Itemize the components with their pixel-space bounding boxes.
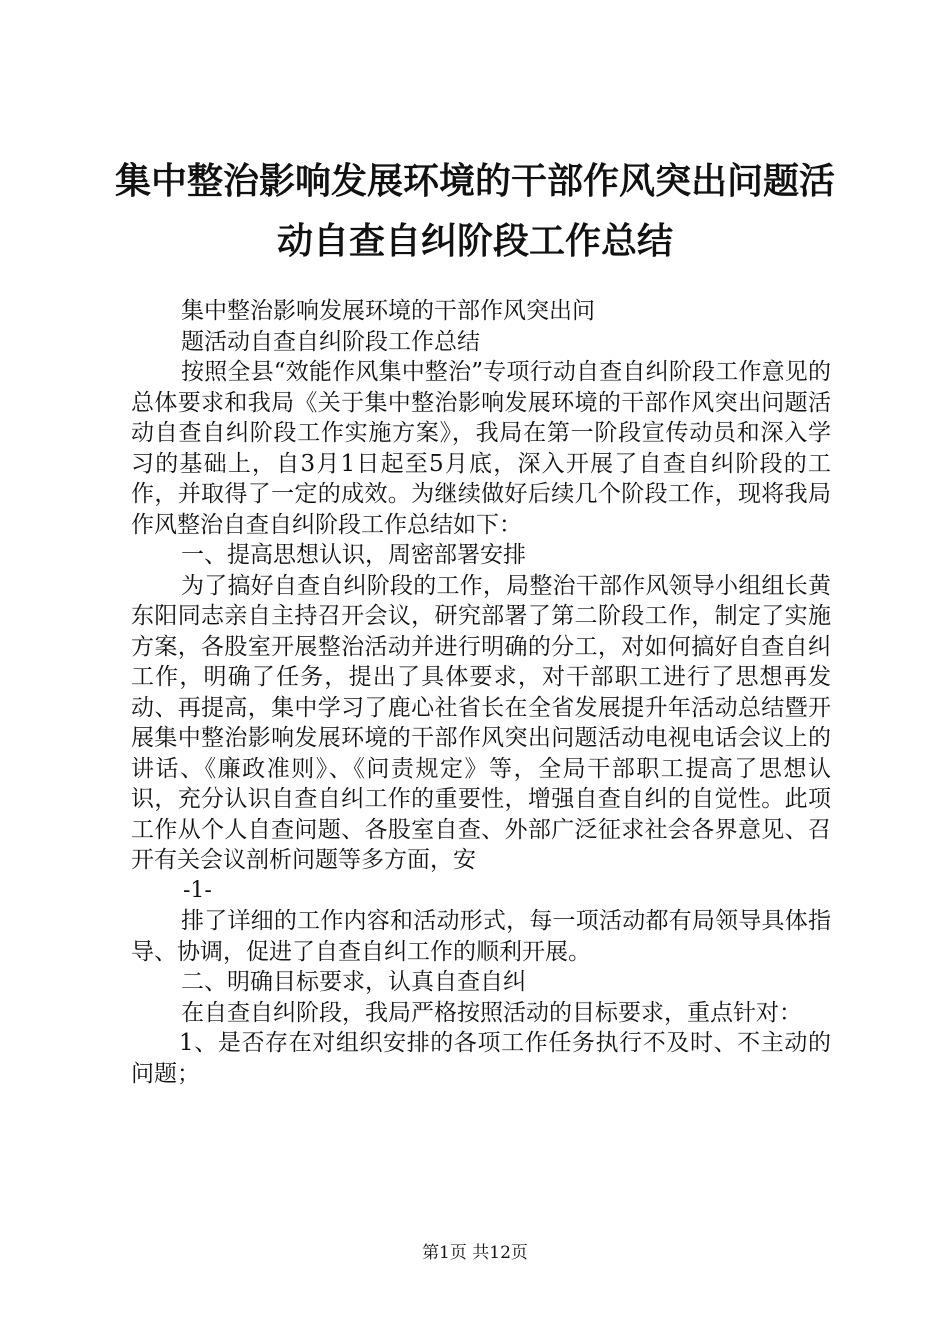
list-item-1: 1、是否存在对组织安排的各项工作任务执行不及时、不主动的问题； (131, 1030, 831, 1087)
section-heading-1: 一、提高思想认识，周密部署安排 (181, 542, 526, 568)
subtitle-line-2: 题活动自查自纠阶段工作总结 (181, 328, 480, 355)
section-2-paragraph: 在自查自纠阶段，我局严格按照活动的目标要求，重点针对： (181, 999, 802, 1026)
section-1-paragraph: 为了搞好自查自纠阶段的工作，局整治干部作风领导小组组长黄东阳同志亲自主持召开会议，研究部署了第二阶段工作，制定了实施方案，各股室开展整治活动并进行明确的分工，对如何搞好自查自纠工作，明确了任务，提出了具体要求，对干部职工进行了思想再发动、再提高，集中学习了鹿心社省长在全省发展提升年活动总结暨开展集中整治影响发展环境的干部作风突出问题活动电视电话会议上的讲话、《廉政准则》、《问责规定》等，全局干部职工提高了思想认识，充分认识自查自纠工作的重要性，增强自查自纠的自觉性。此项工作从个人自查问题、各股室自查、外部广泛征求社会各界意见、召开有关会议剖析问题等多方面，安 (131, 572, 831, 873)
intro-paragraph: 按照全县“效能作风集中整治”专项行动自查自纠阶段工作意见的总体要求和我局《关于集中整治影响发展环境的干部作风突出问题活动自查自纠阶段工作实施方案》，我局在第一阶段宣传动员和深入学习的基础上，自3月1日起至5月底，深入开展了自查自纠阶段的工作，并取得了一定的成效。为继续做好后续几个阶段工作，现将我局作风整治自查自纠阶段工作总结如下： (131, 359, 831, 538)
continuation-paragraph: 排了详细的工作内容和活动形式，每一项活动都有局领导具体指导、协调，促进了自查自纠工作的顺利开展。 (131, 908, 831, 965)
document-body (131, 296, 831, 1089)
subtitle-line-1: 集中整治影响发展环境的干部作风突出问 (181, 298, 595, 324)
document-title-line-2: 动自查自纠阶段工作总结 (276, 221, 673, 262)
document-title-line-1: 集中整治影响发展环境的干部作风突出问题活 (114, 161, 835, 202)
page-footer: 第1页 共12页 (422, 1243, 528, 1263)
section-heading-2: 二、明确目标要求，认真自查自纠 (181, 969, 526, 995)
page-number-marker: -1- (183, 877, 212, 903)
